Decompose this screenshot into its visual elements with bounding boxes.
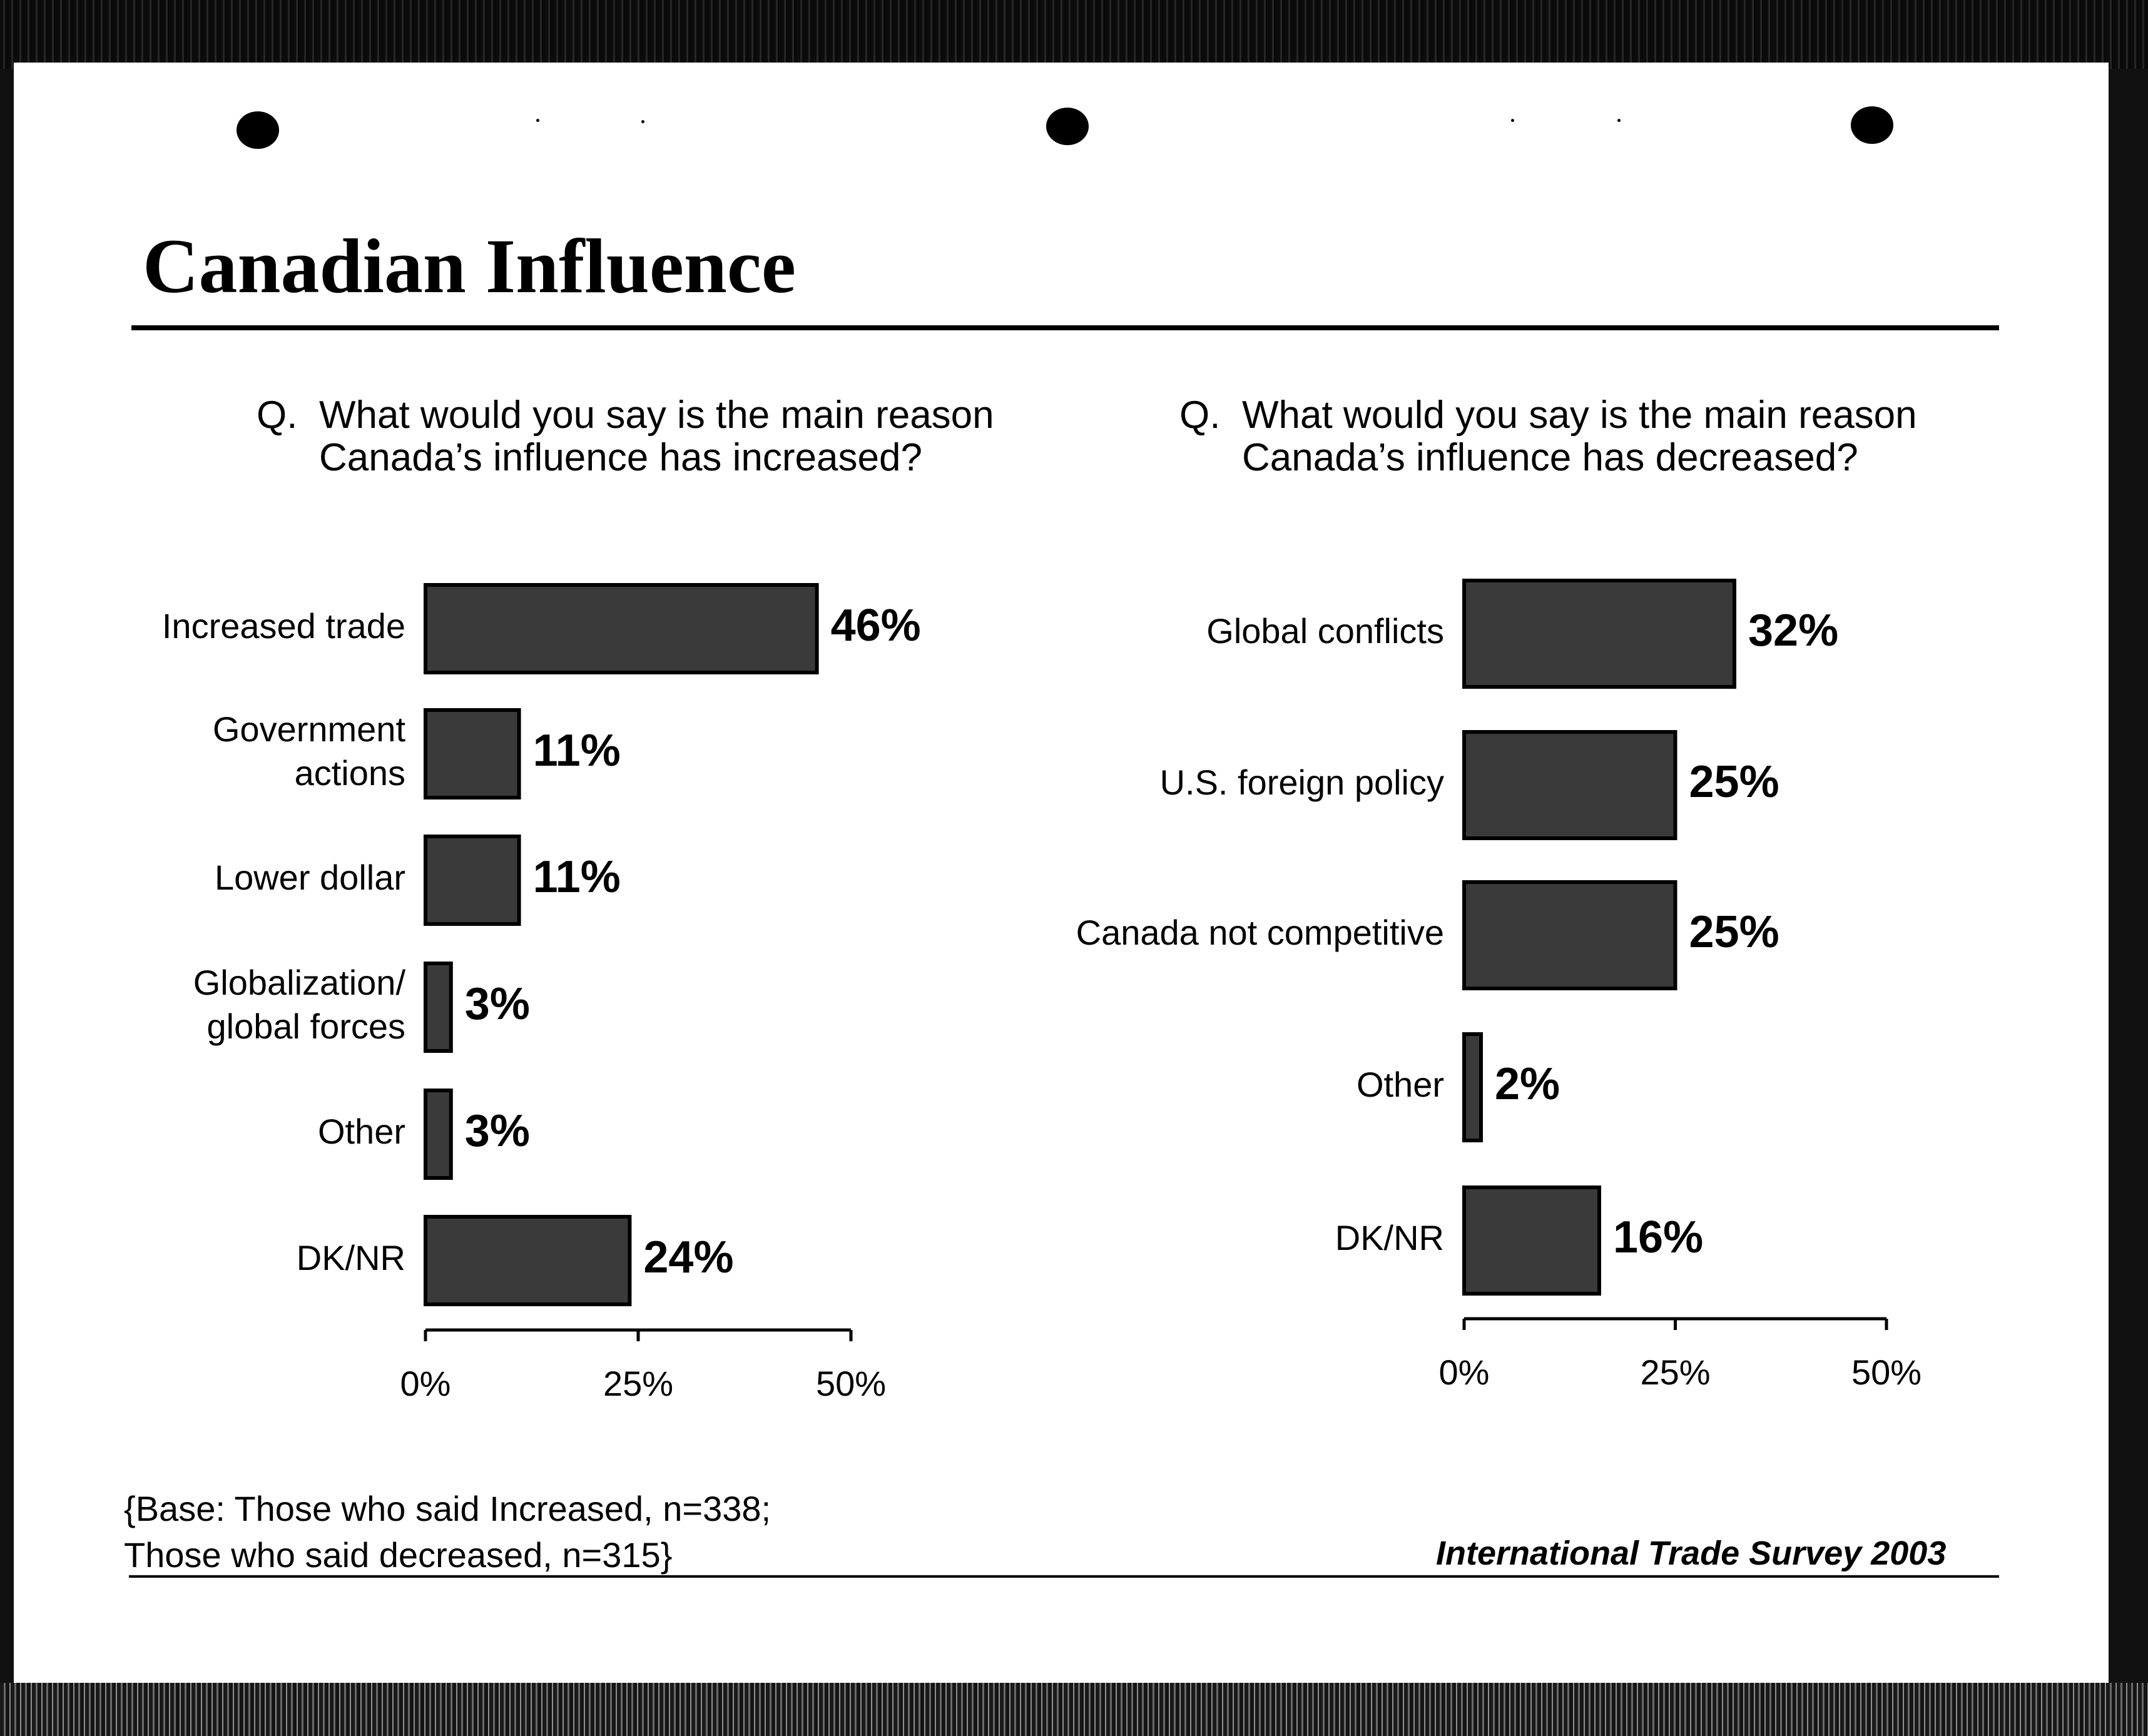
bar (1464, 581, 1734, 687)
page-title: Canadian Influence (143, 223, 796, 309)
footer-rule (129, 1575, 1999, 1578)
x-tick-label: 25% (603, 1364, 674, 1403)
value-label: 3% (464, 979, 530, 1030)
value-label: 25% (1689, 907, 1779, 958)
category-label: Other (317, 1111, 405, 1151)
category-label: U.S. foreign policy (1159, 762, 1444, 802)
bar (1464, 1034, 1481, 1140)
x-tick-label: 50% (1851, 1353, 1922, 1392)
question-prefix-right: Q. (1179, 393, 1221, 437)
category-label: Lower dollar (214, 857, 405, 897)
value-label: 32% (1748, 606, 1839, 656)
value-label: 11% (532, 852, 621, 903)
bar (1464, 882, 1676, 988)
question-left-line1: What would you say is the main reason (319, 393, 994, 437)
category-label: Other (1356, 1064, 1444, 1104)
category-label: DK/NR (1335, 1217, 1444, 1257)
value-label: 16% (1613, 1212, 1704, 1263)
question-right-line2: Canada’s influence has decreased? (1242, 436, 1858, 479)
x-tick-label: 50% (815, 1364, 887, 1403)
category-label: Globalization/ (193, 962, 405, 1002)
category-label: Global conflicts (1206, 611, 1444, 651)
category-label: Government (212, 709, 405, 749)
bar (1464, 732, 1676, 838)
source-label: International Trade Survey 2003 (1436, 1535, 1947, 1572)
category-label: DK/NR (296, 1237, 405, 1277)
question-right-line1: What would you say is the main reason (1242, 393, 1917, 437)
question-left-line2: Canada’s influence has increased? (319, 436, 922, 479)
question-prefix-left: Q. (257, 393, 298, 437)
value-label: 24% (643, 1232, 734, 1283)
footnote-line1: {Base: Those who said Increased, n=338; (124, 1489, 771, 1528)
value-label: 25% (1689, 757, 1779, 808)
x-tick-label: 0% (1438, 1353, 1490, 1392)
category-label: Increased trade (161, 606, 405, 646)
category-label: actions (294, 753, 405, 793)
footnote-line2: Those who said decreased, n=315} (124, 1535, 673, 1575)
category-label: global forces (206, 1006, 405, 1046)
x-tick-label: 25% (1640, 1353, 1711, 1392)
category-label: Canada not competitive (1076, 912, 1444, 952)
value-label: 11% (532, 726, 621, 776)
value-label: 46% (830, 601, 921, 651)
footnote (124, 1486, 771, 1578)
x-tick-label: 0% (400, 1364, 451, 1403)
bar (1464, 1187, 1599, 1294)
value-label: 3% (464, 1106, 530, 1157)
value-label: 2% (1495, 1059, 1560, 1110)
